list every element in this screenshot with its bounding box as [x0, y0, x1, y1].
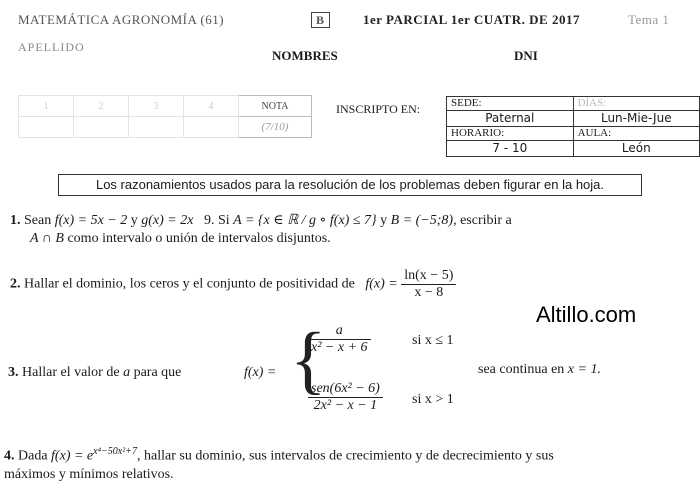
- grade-col-2: 2: [74, 96, 129, 117]
- q3-case2-fraction: [308, 381, 383, 414]
- question-number: 4.: [4, 448, 15, 464]
- sede-label: SEDE:: [447, 97, 574, 111]
- q3-case1-cond: si x ≤ 1: [412, 333, 454, 348]
- q3-lhs: f(x) =: [244, 365, 277, 380]
- horario-value: 7 - 10: [447, 141, 574, 157]
- q3-text-b: para que: [133, 365, 182, 380]
- q1-tail: escribir a: [460, 213, 512, 228]
- tema-letter-box: B: [311, 12, 330, 28]
- grade-table: [18, 95, 312, 138]
- dni-label: DNI: [514, 48, 538, 63]
- q2-denominator: x − 8: [414, 285, 444, 300]
- question-number: 2.: [10, 276, 21, 292]
- q2-text: Hallar el dominio, los ceros y el conjunto de positividad de: [24, 276, 355, 292]
- question-4-line-2: máximos y mínimos relativos.: [4, 467, 174, 482]
- q1-f-def: f(x) = 5x − 2: [54, 213, 128, 228]
- question-1: [10, 212, 512, 229]
- q2-numerator: ln(x − 5): [401, 268, 456, 285]
- grade-cell: [184, 117, 239, 138]
- question-1-line-2: [30, 231, 331, 247]
- question-number: 1.: [10, 213, 21, 228]
- grade-cell: [74, 117, 129, 138]
- q3-case1-fraction: [308, 323, 371, 356]
- q1-set-a: A = {x ∈ ℝ / g ∘ f(x) ≤ 7}: [233, 213, 377, 228]
- instruction-box: Los razonamientos usados para la resolución de los problemas deben figurar en la hoja.: [58, 174, 642, 196]
- q3-case2-num: sen(6x² − 6): [308, 381, 383, 398]
- grade-cell: [19, 117, 74, 138]
- q3-param: a: [123, 365, 131, 380]
- q3-case1-den: x² − x + 6: [311, 340, 368, 355]
- inscripto-label: INSCRIPTO EN:: [336, 102, 421, 116]
- q3-text-a: Hallar el valor de: [22, 365, 120, 380]
- grade-col-4: 4: [184, 96, 239, 117]
- question-2: [10, 268, 456, 301]
- question-3: [8, 365, 181, 381]
- nombres-label: NOMBRES: [272, 48, 338, 63]
- q1-g-def: g(x) = 2x: [141, 213, 194, 228]
- tema-label: Tema 1: [628, 12, 670, 27]
- inscription-table: [446, 96, 700, 157]
- exam-title: 1er PARCIAL 1er CUATR. DE 2017: [363, 12, 580, 27]
- nota-value: (7/10): [239, 117, 312, 138]
- q1-and-2: y: [380, 213, 388, 228]
- nota-header: NOTA: [239, 96, 312, 117]
- q3-case1-num: a: [308, 323, 371, 340]
- aula-label: AULA:: [573, 127, 699, 141]
- q3-text-c: sea continua en: [478, 362, 565, 377]
- aula-value: León: [573, 141, 699, 157]
- q4-exponent: x⁴−50x²+7: [93, 446, 137, 457]
- q2-lhs: f(x) =: [365, 276, 398, 292]
- q1-text: Sean: [24, 213, 52, 228]
- q3-case-1: [308, 323, 371, 356]
- q1-set-b: B = (−5;8),: [390, 213, 457, 228]
- sede-value: Paternal: [447, 111, 574, 127]
- q3-case-2: [308, 381, 383, 414]
- q1-si: Si: [217, 213, 230, 228]
- q2-fraction: [401, 268, 456, 301]
- q1-and: y: [130, 213, 138, 228]
- apellido-label: APELLIDO: [18, 40, 85, 54]
- subject-title: MATEMÁTICA AGRONOMÍA (61): [18, 12, 225, 27]
- q3-case2-cond: si x > 1: [412, 392, 454, 407]
- q4-text-b: , hallar su dominio, sus intervalos de crecimiento y de decrecimiento y sus: [137, 448, 554, 464]
- question-number: 3.: [8, 365, 19, 380]
- grade-col-1: 1: [19, 96, 74, 117]
- q1-line2-text: como intervalo o unión de intervalos disjuntos.: [67, 231, 331, 246]
- watermark-text: Altillo.com: [536, 302, 637, 327]
- q3-case2-den: 2x² − x − 1: [313, 398, 378, 413]
- q4-lhs: f(x) = e: [51, 448, 94, 464]
- q1-side-number: 9.: [203, 213, 215, 228]
- dias-value: Lun-Mie-Jue: [573, 111, 699, 127]
- question-4: [4, 446, 554, 465]
- q3-point: x = 1.: [567, 362, 601, 377]
- dias-label: DÍAS:: [573, 97, 699, 111]
- horario-label: HORARIO:: [447, 127, 574, 141]
- q1-intersection: A ∩ B: [30, 231, 64, 246]
- piecewise-brace: {: [290, 318, 327, 402]
- grade-cell: [129, 117, 184, 138]
- q3-tail: [478, 362, 601, 378]
- q4-text-a: Dada: [18, 448, 48, 464]
- grade-col-3: 3: [129, 96, 184, 117]
